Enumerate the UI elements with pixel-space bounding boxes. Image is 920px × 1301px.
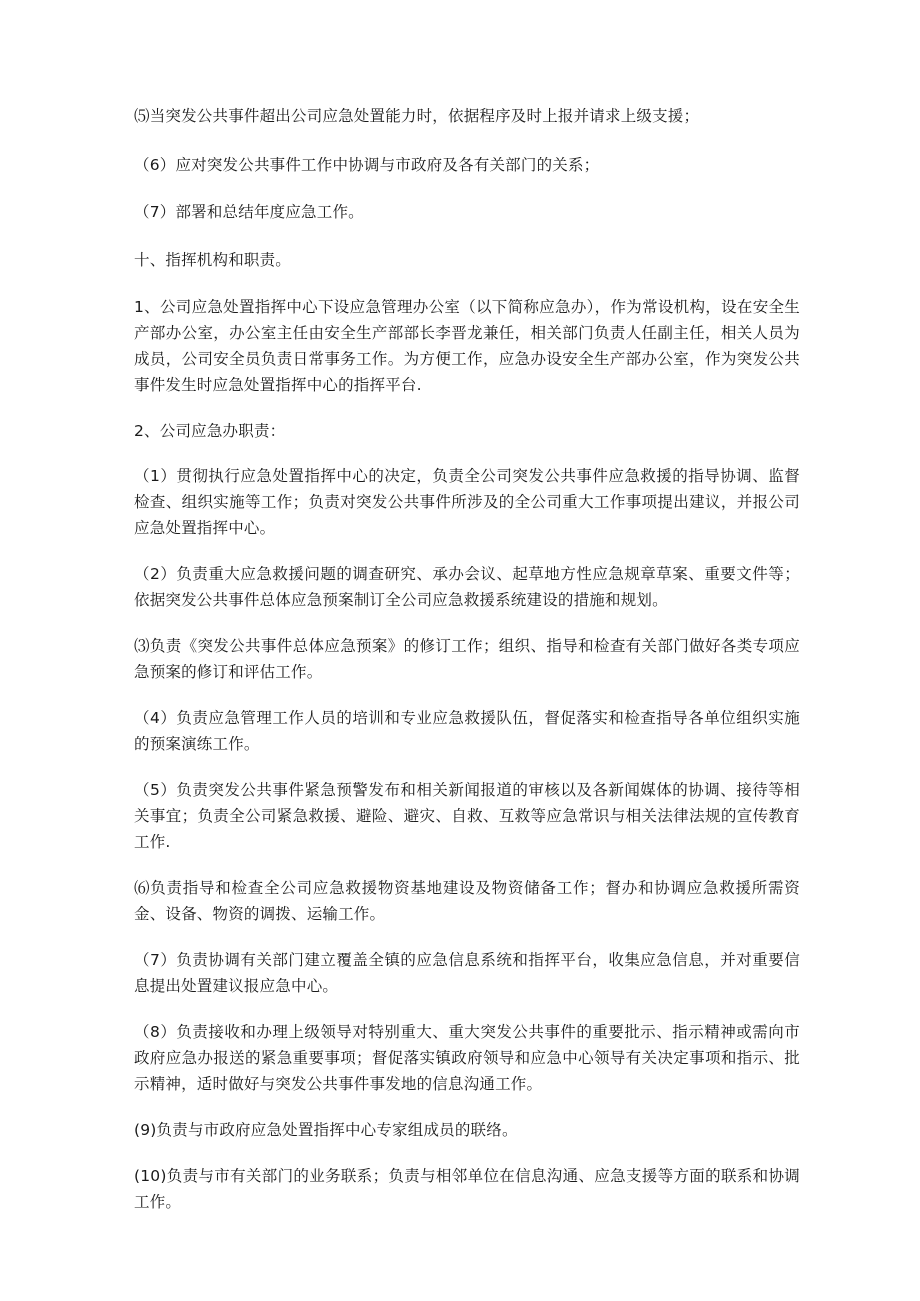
duty-item-9: (9)负责与市政府应急处置指挥中心专家组成员的联络。 — [134, 1121, 518, 1139]
duty-item-10: (10)负责与市有关部门的业务联系；负责与相邻单位在信息沟通、应急支援等方面的联系和协调工作。 — [134, 1167, 800, 1211]
section-heading-command-structure: 十、指挥机构和职责。 — [134, 251, 292, 269]
paragraph-emergency-office-setup: 1、公司应急处置指挥中心下设应急管理办公室（以下简称应急办），作为常设机构，设在安全生产部办公室，办公室主任由安全生产部部长李晋龙兼任，相关部门负责人任副主任，相关人员为成员，公司安全员负责日常事务工作。为方便工作，应急办设安全生产部办公室，作为突发公共事件发生时应急处置指挥中心的指挥平台. — [134, 298, 800, 394]
duty-item-3: ⑶负责《突发公共事件总体应急预案》的修订工作；组织、指导和检查有关部门做好各类专项应急预案的修订和评估工作。 — [134, 637, 800, 681]
paragraph-item-7-annual-work: （7）部署和总结年度应急工作。 — [134, 203, 364, 221]
paragraph-item-5-escalation: ⑸当突发公共事件超出公司应急处置能力时，依据程序及时上报并请求上级支援； — [134, 107, 700, 125]
duty-item-2: （2）负责重大应急救援问题的调查研究、承办会议、起草地方性应急规章草案、重要文件等；依据突发公共事件总体应急预案制订全公司应急救援系统建设的措施和规划。 — [134, 565, 800, 609]
duty-item-4: （4）负责应急管理工作人员的培训和专业应急救援队伍，督促落实和检查指导各单位组织实施的预案演练工作。 — [134, 709, 800, 753]
duty-item-7: （7）负责协调有关部门建立覆盖全镇的应急信息系统和指挥平台，收集应急信息，并对重要信息提出处置建议报应急中心。 — [134, 951, 800, 995]
paragraph-emergency-office-duties-heading: 2、公司应急办职责： — [134, 422, 286, 440]
paragraph-item-6-coordination: （6）应对突发公共事件工作中协调与市政府及各有关部门的关系； — [134, 156, 600, 174]
duty-item-8: （8）负责接收和办理上级领导对特别重大、重大突发公共事件的重要批示、指示精神或需向市政府应急办报送的紧急重要事项；督促落实镇政府领导和应急中心领导有关决定事项和指示、批示精神，适时做好与突发公共事件事发地的信息沟通工作。 — [134, 1023, 800, 1093]
duty-item-5: （5）负责突发公共事件紧急预警发布和相关新闻报道的审核以及各新闻媒体的协调、接待等相关事宜；负责全公司紧急救援、避险、避灾、自救、互救等应急常识与相关法律法规的宣传教育工作. — [134, 781, 800, 851]
duty-item-1: （1）贯彻执行应急处置指挥中心的决定，负责全公司突发公共事件应急救援的指导协调、监督检查、组织实施等工作；负责对突发公共事件所涉及的全公司重大工作事项提出建议，并报公司应急处置指挥中心。 — [134, 467, 800, 537]
duty-item-6: ⑹负责指导和检查全公司应急救援物资基地建设及物资储备工作；督办和协调应急救援所需资金、设备、物资的调拨、运输工作。 — [134, 879, 800, 923]
